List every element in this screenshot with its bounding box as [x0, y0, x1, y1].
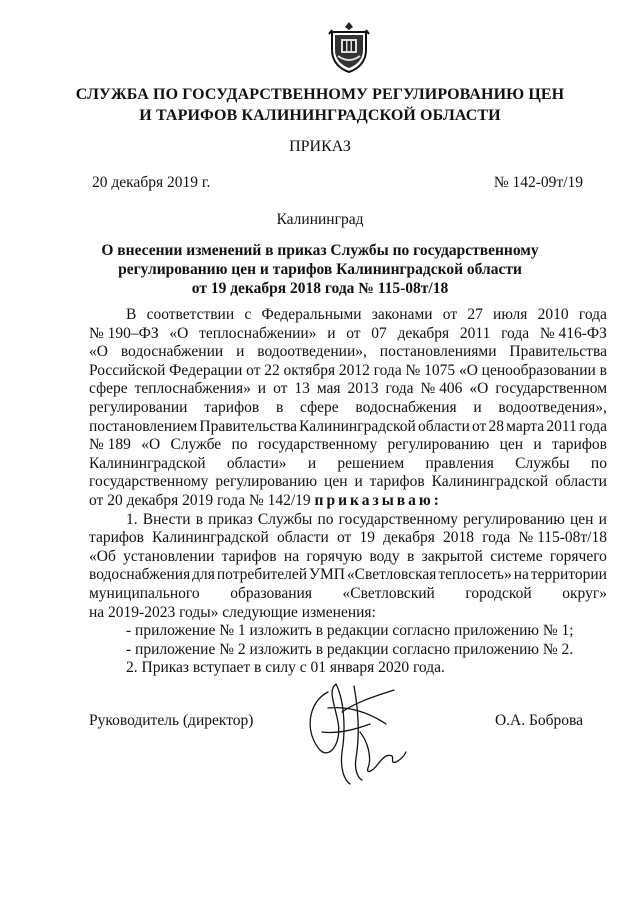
preamble-word: и: [257, 380, 267, 398]
item1-word: года: [482, 529, 511, 547]
item1-word: приказ: [208, 510, 253, 528]
preamble-word: в: [275, 398, 284, 416]
preamble-line: [89, 399, 607, 418]
preamble-word: Службы: [515, 454, 570, 472]
preamble-word: 2012: [338, 361, 370, 379]
document-type: ПРИКАЗ: [289, 138, 351, 155]
preamble-last-line: [89, 492, 607, 511]
preamble-line: [89, 455, 607, 474]
item1-word: на: [513, 566, 529, 584]
item1-line: [89, 566, 607, 585]
preamble-line: [89, 343, 607, 362]
item1-word: УМП: [309, 566, 345, 584]
preamble-word: мая: [316, 380, 341, 398]
preamble-word: № 406: [420, 380, 463, 398]
preamble-word: сфере: [300, 398, 339, 416]
preamble-word: регулированию: [387, 436, 490, 454]
preamble-word: «О: [141, 436, 161, 454]
item1-line: [89, 585, 607, 604]
preamble-word: водоотведения»,: [498, 398, 607, 416]
item1-word: Службы: [257, 510, 313, 528]
item1-word: горячую: [306, 547, 363, 565]
preamble-word: государственному: [257, 436, 378, 454]
item1-word: горячего: [549, 547, 607, 565]
preamble-word: «О: [169, 324, 189, 342]
preamble-word: государственном: [495, 380, 607, 398]
preamble-word: Калининградской: [89, 454, 206, 472]
preamble-word: № 1075: [405, 361, 456, 379]
preamble-word: соответствии: [146, 306, 235, 323]
signatory-name: О.А. Боброва: [494, 712, 583, 729]
subject-line1: О внесении изменений в приказ Службы по государственному: [101, 242, 539, 259]
coat-of-arms-icon: [328, 20, 370, 74]
preamble-word: «О: [89, 343, 108, 361]
preamble-word: Правительства: [509, 343, 607, 361]
preamble-word: водоснабжения: [355, 398, 457, 416]
item1-word: от: [336, 529, 352, 547]
preamble-line: [89, 473, 607, 492]
preamble-line: [89, 306, 607, 325]
item1-last-line: на 2019-2023 годы» следующие изменения:: [89, 603, 376, 621]
preamble-word: Федеральными: [261, 306, 362, 323]
preamble-word: и: [236, 343, 245, 361]
preamble-line: [89, 380, 607, 399]
preamble-word: по: [231, 436, 248, 454]
document-number: № 142-09т/19: [493, 174, 583, 191]
item1-word: установлении: [123, 547, 215, 565]
preamble-word: года: [578, 306, 607, 323]
preamble-word: водоснабжении: [120, 343, 224, 361]
item1-word: декабря: [383, 529, 435, 547]
preamble-word: тарифов: [551, 436, 607, 454]
item1-word: области: [276, 529, 329, 547]
preamble-word: цен: [499, 436, 524, 454]
preamble-word: постановлением: [89, 417, 198, 435]
item1-word: системе: [490, 547, 543, 565]
item1-word: на: [283, 547, 300, 565]
preamble-word: сфере: [89, 380, 128, 398]
item1-word: цен: [570, 510, 594, 528]
preamble-word: регулированию: [215, 473, 318, 491]
preamble-word: В: [126, 306, 137, 323]
preamble-word: года: [501, 324, 530, 342]
item1-word: регулированию: [463, 510, 565, 528]
preamble-word: от: [471, 417, 487, 435]
signatory-title: Руководитель (директор): [89, 712, 254, 729]
preamble-word: в: [599, 361, 607, 379]
preamble-word: от: [246, 361, 261, 379]
item1-word: для: [192, 566, 215, 584]
item1-word: теплосеть»: [438, 566, 512, 584]
item1-word: Внести: [142, 510, 191, 528]
item1-word: «Светловский: [342, 584, 435, 602]
item1-word: государственному: [338, 510, 459, 528]
subject-line3: от 19 декабря 2018 года № 115-08т/18: [191, 280, 449, 297]
organization-name: [0, 84, 640, 126]
item1-word: в: [195, 510, 204, 528]
preamble-word: законами: [371, 306, 433, 323]
item1-line: [89, 511, 607, 530]
preamble-word: и: [354, 473, 363, 491]
preamble-word: и: [473, 398, 482, 416]
preamble-word: и: [307, 454, 317, 472]
item1-paragraph: [89, 511, 607, 604]
preamble-word: регулировании: [89, 398, 188, 416]
item1-word: муниципального: [89, 584, 200, 602]
preamble-word: № 189: [89, 436, 131, 454]
preamble-line: [89, 325, 607, 344]
preamble-word: 28: [488, 417, 504, 435]
preamble-word: теплоснабжения»: [134, 380, 251, 398]
preamble-word: 22: [264, 361, 280, 379]
item1-word: по: [317, 510, 334, 528]
item1-line: [89, 529, 607, 548]
preamble-word: от: [346, 324, 361, 342]
preamble-line: [89, 418, 607, 437]
preamble-word: марта: [506, 417, 545, 435]
item1-word: водоснабжения: [89, 566, 191, 584]
item1-word: № 115-08т/18: [518, 529, 607, 547]
preamble-word: с: [244, 306, 252, 323]
preamble-word: и: [533, 436, 542, 454]
preamble-word: декабря: [397, 324, 450, 342]
item1-word: 2018: [443, 529, 475, 547]
item1-line: [89, 548, 607, 567]
item1-word: 1.: [126, 510, 138, 528]
preamble-word: июля: [493, 306, 528, 323]
preamble-word: октября: [283, 361, 336, 379]
item1-word: закрытой: [421, 547, 483, 565]
document-city: Калининград: [276, 211, 364, 228]
preamble-word: 2013: [347, 380, 379, 398]
preamble-word: 2011: [546, 417, 577, 435]
preamble-paragraph: [89, 306, 607, 492]
item1-word: Калининградской: [152, 529, 269, 547]
preamble-last-line-text: от 20 декабря 2019 года № 142/19: [89, 491, 311, 509]
preamble-word: тарифов: [204, 398, 260, 416]
preamble-word: Федерации: [169, 361, 243, 379]
item1-word: территории: [530, 566, 607, 584]
preamble-word: Службе: [170, 436, 222, 454]
preamble-word: Калининградской: [299, 417, 416, 435]
sub-item-2: - приложение № 2 изложить в редакции согласно приложению № 2.: [126, 640, 574, 658]
preamble-word: по: [590, 454, 607, 472]
preamble-word: и: [327, 324, 336, 342]
preamble-word: 07: [371, 324, 387, 342]
organization-name-line1: СЛУЖБА ПО ГОСУДАРСТВЕННОМУ РЕГУЛИРОВАНИЮ ЦЕН: [75, 86, 565, 103]
preamble-word: «О: [458, 361, 478, 379]
handwritten-signature-icon: [298, 672, 410, 788]
item1-word: образования: [230, 584, 312, 602]
preamble-word: 2010: [537, 306, 569, 323]
item1-word: тарифов: [89, 529, 144, 547]
preamble-word: тарифов: [369, 473, 425, 491]
item1-word: тарифов: [221, 547, 277, 565]
item1-word: «Светловская: [346, 566, 437, 584]
preamble-word: от: [273, 380, 288, 398]
preamble-word: № 416-ФЗ: [539, 324, 607, 342]
preamble-word: 13: [294, 380, 310, 398]
organization-name-line2: И ТАРИФОВ КАЛИНИНГРАДСКОЙ ОБЛАСТИ: [139, 107, 501, 124]
preamble-word: области»: [226, 454, 287, 472]
preamble-word: правления: [425, 454, 494, 472]
order-word: приказываю:: [314, 491, 442, 509]
preamble-word: «О: [469, 380, 489, 398]
preamble-word: года: [578, 417, 607, 435]
subject-line2: регулированию цен и тарифов Калининградской области: [118, 261, 522, 278]
preamble-word: теплоснабжении»: [199, 324, 317, 342]
preamble-word: года: [385, 380, 414, 398]
preamble-word: 27: [467, 306, 483, 323]
item1-word: «Об: [89, 547, 116, 565]
preamble-word: постановлениями: [379, 343, 497, 361]
preamble-word: от: [442, 306, 458, 323]
preamble-line: [89, 436, 607, 455]
document-subject: [0, 241, 640, 298]
item1-word: 19: [359, 529, 375, 547]
item1-word: городской: [465, 584, 532, 602]
preamble-word: № 190–ФЗ: [89, 324, 159, 342]
preamble-word: области: [417, 417, 470, 435]
preamble-line: [89, 362, 607, 381]
preamble-word: области: [555, 473, 607, 491]
preamble-word: Калининградской: [431, 473, 549, 491]
preamble-word: года: [373, 361, 402, 379]
item2-paragraph: 2. Приказ вступает в силу с 01 января 2020 года.: [126, 659, 445, 677]
document-body: [89, 306, 607, 678]
preamble-word: ценообразовании: [481, 361, 596, 379]
preamble-word: Российской: [89, 361, 166, 379]
preamble-word: решением: [337, 454, 405, 472]
preamble-word: 2011: [459, 324, 491, 342]
document-date: 20 декабря 2019 г.: [92, 174, 211, 191]
item1-word: воду: [369, 547, 400, 565]
item1-word: потребителей: [216, 566, 308, 584]
preamble-word: государственному: [89, 473, 209, 491]
item1-word: округ»: [562, 584, 607, 602]
item1-word: и: [598, 510, 607, 528]
preamble-word: цен: [324, 473, 348, 491]
item1-word: в: [406, 547, 415, 565]
preamble-word: водоотведении»,: [257, 343, 367, 361]
sub-item-1: - приложение № 1 изложить в редакции согласно приложению № 1;: [126, 622, 574, 640]
preamble-word: Правительства: [199, 417, 297, 435]
